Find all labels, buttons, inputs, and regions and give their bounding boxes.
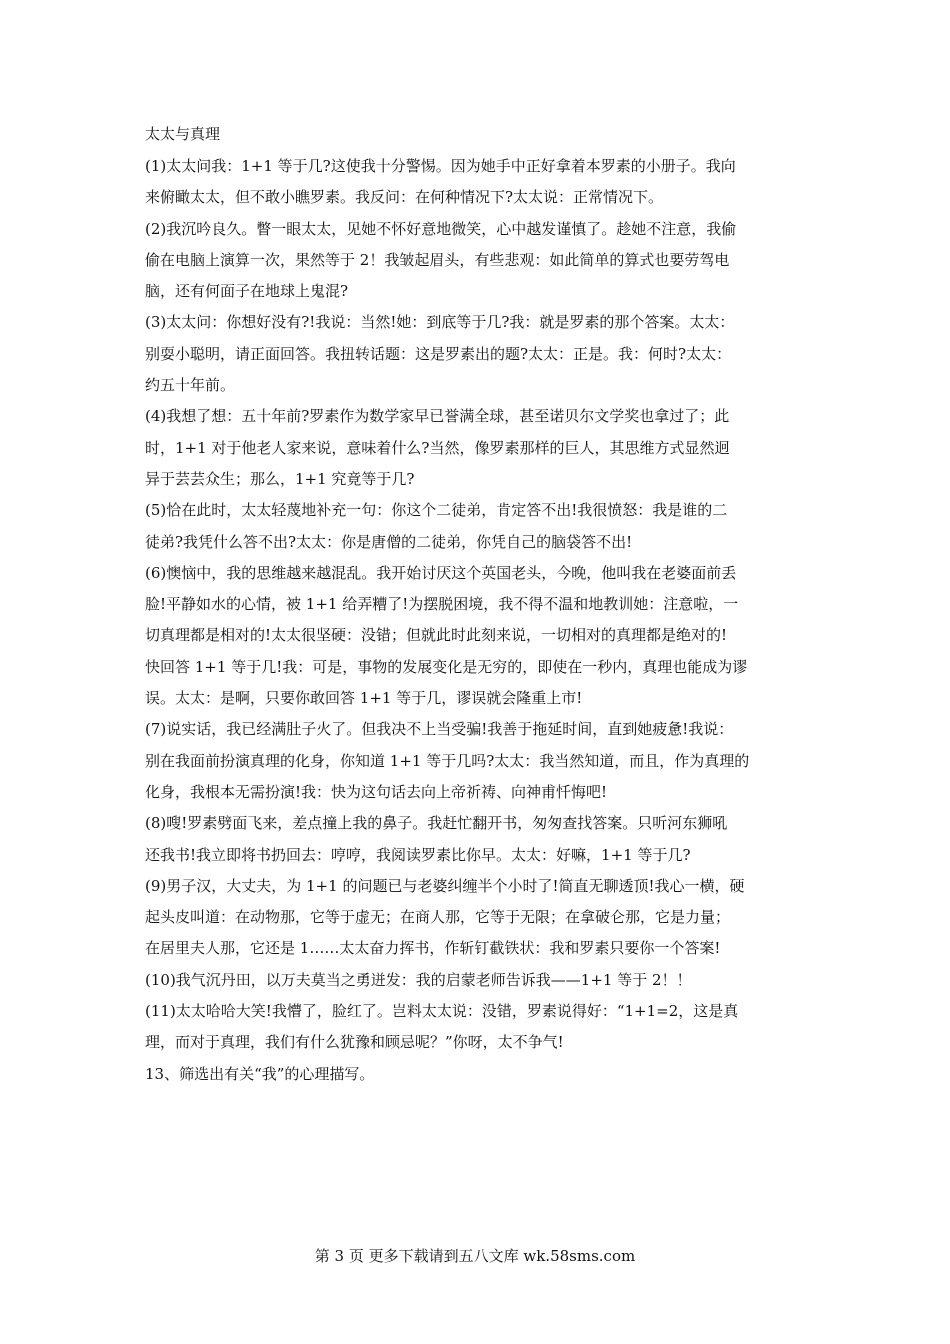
paragraph [145,401,810,495]
paragraph [145,495,810,558]
paragraph [145,808,810,871]
text-line: 在居里夫人那，它还是 1……太太奋力挥书，作斩钉截铁状：我和罗素只要你一个答案! [145,939,721,958]
paragraph [145,996,810,1059]
text-line: 来俯瞰太太，但不敢小瞧罗素。我反问：在何种情况下?太太说：正常情况下。 [145,188,664,207]
text-line: (1)太太问我：1+1 等于几?这使我十分警惕。因为她手中正好拿着本罗素的小册子。我向 [145,157,736,175]
text-line: 13、筛选出有关“我”的心理描写。 [145,1064,375,1083]
text-line: (2)我沉吟良久。瞥一眼太太，见她不怀好意地微笑，心中越发谨慎了。趁她不注意，我偷 [145,219,737,238]
paragraph [145,151,810,214]
text-line: (6)懊恼中，我的思维越来越混乱。我开始讨厌这个英国老头，今晚，他叫我在老婆面前丢 [145,563,737,582]
paragraph [145,871,810,965]
paragraph [145,1059,810,1090]
paragraph [145,214,810,308]
paragraph [145,714,810,808]
text-line: (7)说实话，我已经满肚子火了。但我决不上当受骗!我善于拖延时间，直到她疲惫!我说： [145,720,734,739]
paragraph [145,307,810,401]
text-line: 偷在电脑上演算一次，果然等于 2！我皱起眉头，有些悲观：如此简单的算式也要劳驾电 [145,250,730,269]
text-line: (5)恰在此时，太太轻蔑地补充一句：你这个二徒弟，肯定答不出!我很愤怒：我是谁的二 [145,501,728,520]
text-line: (4)我想了想：五十年前?罗素作为数学家早已誉满全球，甚至诺贝尔文学奖也拿过了；此 [145,407,730,426]
text-line: (11)太太哈哈大笑!我懵了，脸红了。岂料太太说：没错，罗素说得好：“1+1=2，这是真 [145,1002,739,1021]
text-line: 约五十年前。 [145,376,236,395]
text-line: 异于芸芸众生；那么，1+1 究竟等于几? [145,469,415,488]
text-line: 时，1+1 对于他老人家来说，意味着什么?当然，像罗素那样的巨人，其思维方式显然迥 [145,438,730,457]
article-body [145,121,810,1090]
text-line: 脸!平静如水的心情，被 1+1 给弄糟了!为摆脱困境，我不得不温和地教训她：注意啦，一 [145,595,739,614]
paragraph-list [145,151,810,1090]
text-line: (9)男子汉，大丈夫，为 1+1 的问题已与老婆纠缠半个小时了!简直无聊透顶!我心一横，硬 [145,876,745,895]
text-line: (10)我气沉丹田，以万夫莫当之勇迸发：我的启蒙老师告诉我——1+1 等于 2！！ [145,970,692,989]
text-line: (3)太太问：你想好没有?!我说：当然!她：到底等于几?我：就是罗素的那个答案。太太： [145,313,735,332]
paragraph [145,558,810,714]
text-line: 快回答 1+1 等于几!我：可是，事物的发展变化是无穷的，即使在一秒内，真理也能成为谬 [145,657,748,676]
text-line: 切真理都是相对的!太太很坚硬：没错；但就此时此刻来说，一切相对的真理都是绝对的! [145,626,728,645]
paragraph [145,965,810,996]
text-line: 还我书!我立即将书扔回去：哼哼，我阅读罗素比你早。太太：好嘛，1+1 等于几? [145,845,691,864]
text-line: 化身，我根本无需扮演!我：快为这句话去向上帝祈祷、向神甫忏悔吧! [145,782,608,801]
text-line: 别耍小聪明，请正面回答。我扭转话题：这是罗素出的题?太太：正是。我：何时?太太： [145,344,732,363]
text-line: 脑，还有何面子在地球上鬼混? [145,282,349,301]
text-line: 起头皮叫道：在动物那，它等于虚无；在商人那，它等于无限；在拿破仑那，它是力量； [145,908,731,927]
text-line: 别在我面前扮演真理的化身，你知道 1+1 等于几吗?太太：我当然知道，而且，作为真理的 [145,751,750,770]
text-line: (8)嗖!罗素劈面飞来，差点撞上我的鼻子。我赶忙翻开书，匆匆查找答案。只听河东狮吼 [145,814,728,833]
page-footer: 第 3 页 更多下载请到五八文库 wk.58sms.com [314,1247,636,1265]
text-line: 理，而对于真理，我们有什么犹豫和顾忌呢？”你呀，太不争气! [145,1033,564,1052]
text-line: 误。太太：是啊，只要你敢回答 1+1 等于几，谬误就会隆重上市! [145,689,583,708]
text-line: 徒弟?我凭什么答不出?太太：你是唐僧的二徒弟，你凭自己的脑袋答不出! [145,532,633,551]
article-title: 太太与真理 [145,125,221,143]
